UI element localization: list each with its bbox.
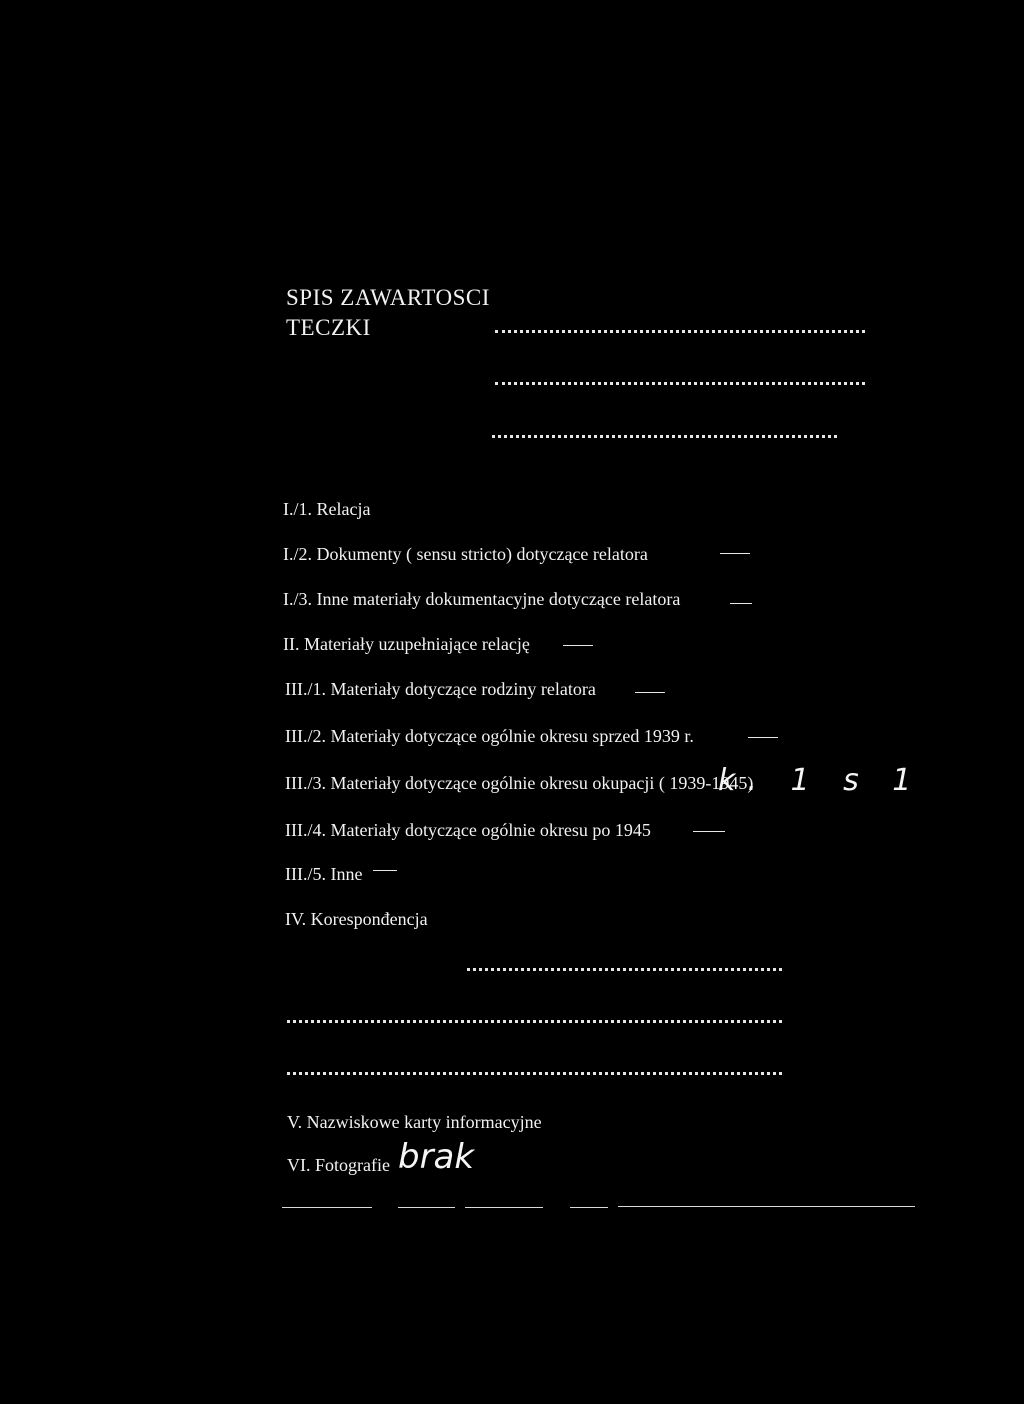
item-iv: IV. Koresponđencja (285, 909, 428, 929)
item-i3: I./3. Inne materiały dokumentacyjne dotyczące relatora (283, 589, 681, 609)
dotted-fill-line (495, 382, 865, 385)
dash-mark (748, 737, 778, 738)
item-ii: II. Materiały uzupełniające relację (283, 634, 530, 654)
dotted-fill-line (467, 968, 782, 971)
dash-mark (693, 831, 725, 832)
item-iii3: III./3. Materiały dotyczące ogólnie okresu okupacji ( 1939-1945) (285, 773, 754, 793)
handwritten-page-note: k. 1 s 1 (718, 763, 924, 798)
bottom-rule (282, 1207, 372, 1208)
handwritten-signature-note: brak (398, 1137, 475, 1177)
item-vi: VI. Fotografie (287, 1155, 390, 1175)
title-line-1: SPIS ZAWARTOSCI (286, 285, 490, 310)
item-iii2: III./2. Materiały dotyczące ogólnie okresu sprzed 1939 r. (285, 726, 694, 746)
dash-mark (635, 692, 665, 693)
dotted-fill-line (495, 330, 865, 333)
bottom-rule (465, 1207, 543, 1208)
item-i2: I./2. Dokumenty ( sensu stricto) dotyczące relatora (283, 544, 648, 564)
item-iii5: III./5. Inne (285, 864, 363, 884)
bottom-rule (570, 1207, 608, 1208)
item-iii1: III./1. Materiały dotyczące rodziny relatora (285, 679, 596, 699)
dotted-fill-line (492, 435, 837, 438)
dash-mark (720, 553, 750, 554)
dash-mark (730, 603, 752, 604)
dash-mark (563, 645, 593, 646)
item-v: V. Nazwiskowe karty informacyjne (287, 1112, 542, 1132)
bottom-rule (398, 1207, 455, 1208)
dash-mark (373, 870, 397, 871)
item-iii4: III./4. Materiały dotyczące ogólnie okresu po 1945 (285, 820, 651, 840)
item-i1: I./1. Relacja (283, 499, 371, 519)
bottom-rule (618, 1206, 915, 1207)
dotted-fill-line (287, 1020, 782, 1023)
dotted-fill-line (287, 1072, 782, 1075)
title-line-2: TECZKI (286, 315, 371, 340)
